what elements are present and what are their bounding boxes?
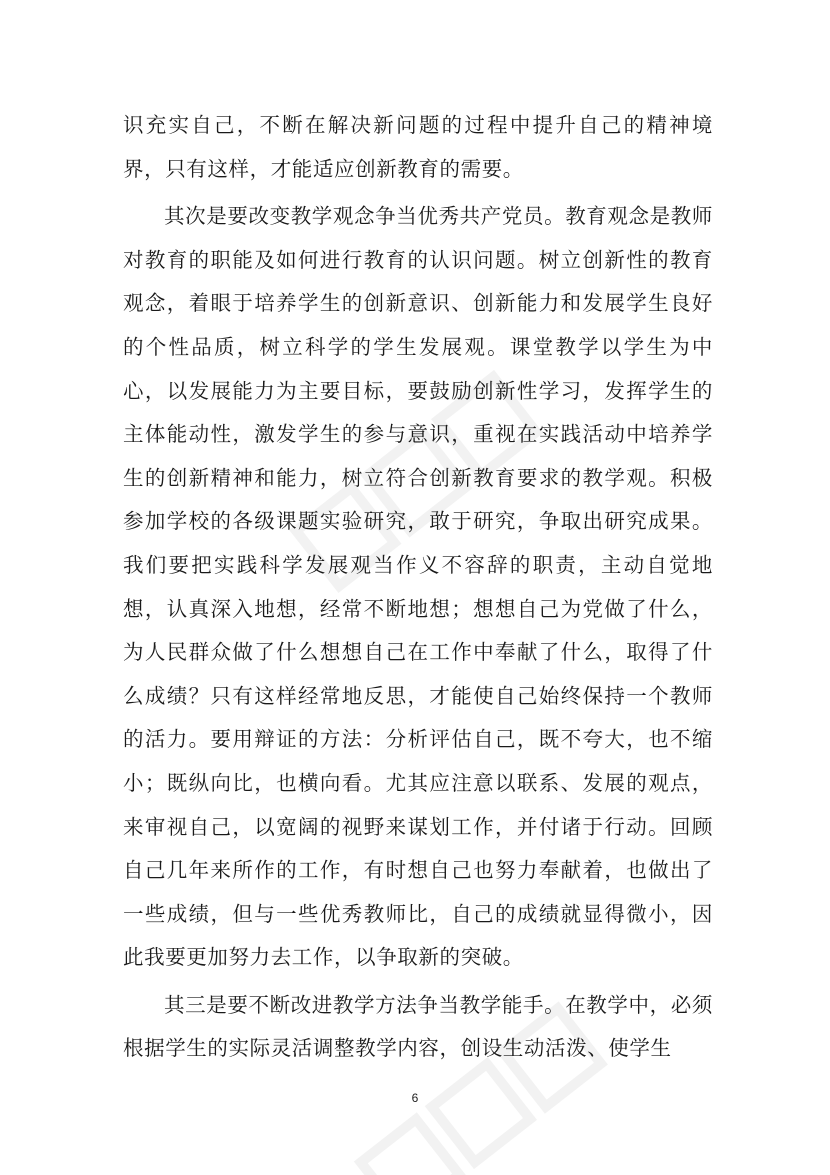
body-text	[123, 104, 713, 1071]
paragraph-2: 其次是要改变教学观念争当优秀共产党员。教育观念是教师对教育的职能及如何进行教育的认识问题。树立创新性的教育观念，着眼于培养学生的创新意识、创新能力和发展学生良好的个性品质，树立科学的学生发展观。课堂教学以学生为中心，以发展能力为主要目标，要鼓励创新性学习，发挥学生的主体能动性，激发学生的参与意识，重视在实践活动中培养学生的创新精神和能力，树立符合创新教育要求的教学观。积极参加学校的各级课题实验研究，敢于研究，争取出研究成果。我们要把实践科学发展观当作义不容辞的职责，主动自觉地想，认真深入地想，经常不断地想；想想自己为党做了什么，为人民群众做了什么想想自己在工作中奉献了什么，取得了什么成绩？只有这样经常地反思，才能使自己始终保持一个教师的活力。要用辩证的方法：分析评估自己，既不夸大，也不缩小；既纵向比，也横向看。尤其应注意以联系、发展的观点，来审视自己，以宽阔的视野来谋划工作，并付诸于行动。回顾自己几年来所作的工作，有时想自己也努力奉献着，也做出了一些成绩，但与一些优秀教师比，自己的成绩就显得微小，因此我要更加努力去工作，以争取新的突破。	[123, 204, 713, 970]
page-number: 6	[411, 1091, 419, 1105]
paragraph-3: 其三是要不断改进教学方法争当教学能手。在教学中，必须根据学生的实际灵活调整教学内容，创设生动活泼、使学生	[123, 992, 713, 1061]
paragraph-1: 识充实自己，不断在解决新问题的过程中提升自己的精神境界，只有这样，才能适应创新教育的需要。	[123, 113, 713, 181]
